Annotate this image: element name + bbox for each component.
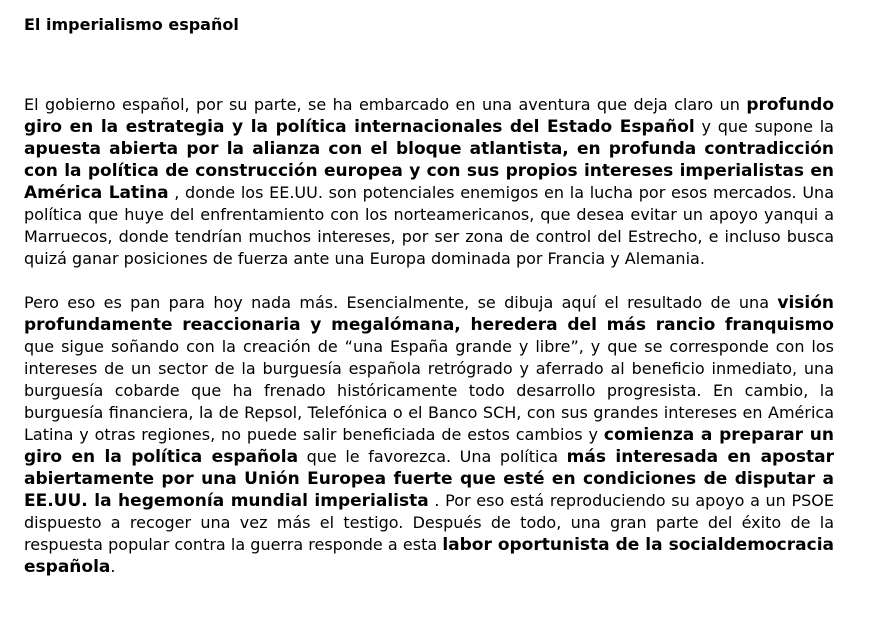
bold-text-run: profundo giro en la estrategia y la política internacionales del Estado Español	[24, 95, 834, 137]
document-page	[24, 0, 834, 578]
bold-text-run: apuesta abierta por la alianza con el bloque atlantista, en profunda contradicción con la política de construcción europea y con sus propios intereses imperialistas en América Latina	[24, 139, 834, 203]
text-run: que le favorezca. Una política	[298, 447, 567, 466]
paragraph-1	[24, 94, 834, 270]
text-run: y que supone la	[694, 117, 834, 136]
text-run: . Por eso está reproduciendo su apoyo a un PSOE dispuesto a recoger una vez más el testigo. Después de todo, una gran parte del éxito de la respuesta popular contra la guerra responde a esta	[24, 491, 835, 554]
text-run: Pero eso es pan para hoy nada más. Esencialmente, se dibuja aquí el resultado de una	[24, 293, 778, 312]
bold-text-run: comienza a preparar un giro en la política española	[24, 425, 834, 467]
text-run: .	[110, 557, 116, 576]
page-title: El imperialismo español	[24, 15, 239, 34]
bold-text-run: labor oportunista de la socialdemocracia española	[24, 535, 834, 577]
paragraph-2	[24, 292, 834, 578]
bold-text-run: visión profundamente reaccionaria y megalómana, heredera del más rancio franquismo	[24, 293, 834, 335]
text-run: que sigue soñando con la creación de “una España grande y libre”, y que se corresponde con los intereses de un sector de la burguesía española retrógrado y aferrado al beneficio inmediato, una burguesía cobarde que ha frenado históricamente todo desarrollo progresista. En cambio, la burguesía financiera, la de Repsol, Telefónica o el Banco SCH, con sus grandes intereses en América Latina y otras regiones, no puede salir beneficiada de estos cambios y	[24, 337, 834, 444]
bold-text-run: más interesada en apostar abiertamente por una Unión Europea fuerte que esté en condiciones de disputar a EE.UU. la hegemonía mundial imperialista	[24, 447, 834, 511]
text-run: , donde los EE.UU. son potenciales enemigos en la lucha por esos mercados. Una política que huye del enfrentamiento con los norteamericanos, que desea evitar un apoyo yanqui a Marruecos, donde tendrían muchos intereses, por ser zona de control del Estrecho, e incluso busca quizá ganar posiciones de fuerza ante una Europa dominada por Francia y Alemania.	[24, 183, 834, 268]
text-run: El gobierno español, por su parte, se ha embarcado en una aventura que deja claro un	[24, 95, 747, 114]
